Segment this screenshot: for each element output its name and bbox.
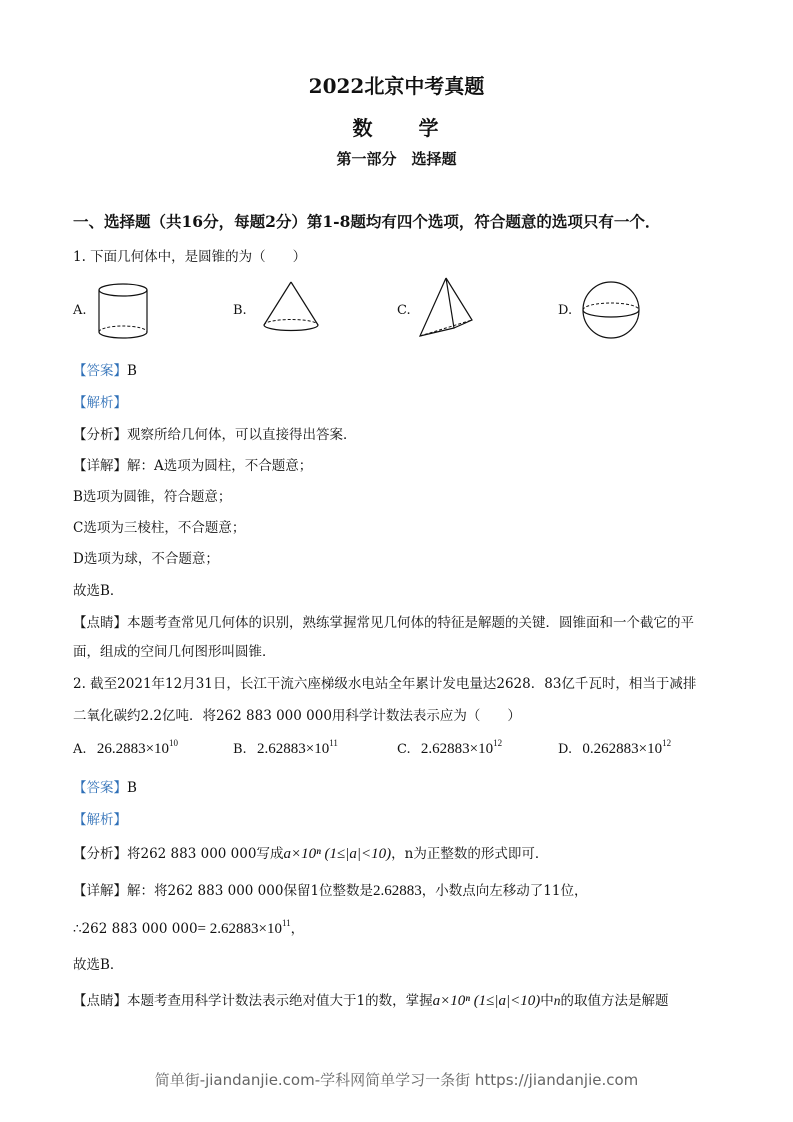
- q2-fenxi: [73, 842, 548, 863]
- xiangjie-text-b: ，小数点向左移动了11位，: [421, 883, 588, 899]
- q1-xiangjie: [73, 454, 312, 474]
- q1-answer: [73, 359, 137, 379]
- q2-xiangjie: [73, 879, 587, 900]
- q1-dianjing-1: [73, 611, 694, 631]
- fenxi-text-a: 将262 883 000 000写成: [127, 846, 284, 862]
- q1-line-d: D选项为球，不合题意；: [73, 551, 219, 567]
- q2-option-a: [73, 738, 178, 758]
- fenxi-text-b: ，n为正整数的形式即可．: [391, 846, 549, 862]
- answer-tag: 【答案】: [73, 780, 127, 796]
- therefore-end: ，: [290, 921, 305, 937]
- page-title: 2022北京中考真题: [308, 74, 485, 98]
- cylinder-figure: [92, 280, 154, 344]
- therefore-rhs: = $2.62883\times 10^{11}$: [197, 918, 291, 937]
- dianjing-text-c: 的取值方法是解题: [560, 993, 669, 1009]
- q2-analysis-tag: 【解析】: [73, 812, 127, 828]
- q1-option-b-label: B.: [233, 303, 247, 318]
- q2-dianjing: [73, 989, 669, 1010]
- q1-dianjing-2: 面，组成的空间几何图形叫圆锥．: [73, 644, 276, 660]
- q2-stem-2: 二氧化碳约2.2亿吨．将262 883 000 000用科学计数法表示应为（ ）: [73, 708, 521, 724]
- part-title: 第一部分 选择题: [336, 150, 457, 168]
- option-label: C.: [397, 742, 411, 757]
- therefore-lhs: ∴262 883 000 000: [73, 921, 198, 937]
- xiangjie-text-a: 解：将262 883 000 000保留1位整数是: [127, 883, 374, 899]
- option-value: $2.62883\times 10^{11}$: [256, 738, 338, 757]
- pyramid-figure: [418, 274, 478, 342]
- q2-option-b: [233, 738, 338, 758]
- q1-option-a-label: A.: [73, 303, 87, 318]
- sphere-figure: [580, 280, 646, 344]
- fenxi-formula: a×10ⁿ (1≤|a|<10): [283, 846, 392, 862]
- q1-choose: 故选B．: [73, 583, 124, 599]
- option-value: $26.2883\times 10^{10}$: [96, 738, 179, 757]
- xiangjie-tag: 【详解】: [73, 458, 127, 474]
- answer-value: B: [127, 363, 137, 379]
- option-label: B.: [233, 742, 247, 757]
- footer-watermark: 简单街-jiandanjie.com-学科网简单学习一条街 https://jiandanjie.com: [154, 1071, 639, 1089]
- fenxi-text: 观察所给几何体，可以直接得出答案．: [127, 427, 357, 443]
- q2-stem-1: 2. 截至2021年12月31日，长江干流六座梯级水电站全年累计发电量达2628．83亿千瓦时，相当于减排: [73, 676, 697, 692]
- dianjing-text-a: 本题考查用科学计数法表示绝对值大于1的数，掌握: [127, 993, 433, 1009]
- dianjing-tag: 【点睛】: [73, 993, 127, 1009]
- q1-option-d-label: D.: [558, 303, 573, 318]
- fenxi-tag: 【分析】: [73, 427, 127, 443]
- xiangjie-text: 解：A选项为圆柱，不合题意；: [127, 458, 313, 474]
- q1-fenxi: [73, 423, 357, 443]
- dianjing-text-b: 中: [540, 993, 554, 1009]
- subject-title: 数 学: [352, 116, 441, 140]
- fenxi-tag: 【分析】: [73, 846, 127, 862]
- cone-figure: [258, 278, 324, 336]
- q2-choose: 故选B．: [73, 957, 124, 973]
- dianjing-formula: a×10ⁿ (1≤|a|<10): [432, 993, 541, 1009]
- answer-tag: 【答案】: [73, 363, 127, 379]
- q1-line-b: B选项为圆锥，符合题意；: [73, 489, 232, 505]
- q2-option-c: [397, 738, 502, 758]
- dianjing-tag: 【点睛】: [73, 615, 127, 631]
- q2-option-d: [558, 738, 671, 758]
- q1-analysis-tag: 【解析】: [73, 395, 127, 411]
- section-heading: 一、选择题（共16分，每题2分）第1-8题均有四个选项，符合题意的选项只有一个．: [73, 212, 661, 231]
- xiangjie-tag: 【详解】: [73, 883, 127, 899]
- option-label: A.: [73, 742, 87, 757]
- q1-option-c-label: C.: [397, 303, 411, 318]
- option-value: $2.62883\times 10^{12}$: [420, 738, 503, 757]
- answer-value: B: [127, 780, 137, 796]
- q1-line-c: C选项为三棱柱，不合题意；: [73, 520, 246, 536]
- q2-answer: [73, 776, 137, 796]
- dianjing-text: 本题考查常见几何体的识别，熟练掌握常见几何体的特征是解题的关键．圆锥面和一个截它的平: [127, 615, 694, 631]
- dianjing-n: n: [553, 993, 561, 1008]
- xiangjie-number: 2.62883: [373, 883, 422, 899]
- option-value: $0.262883\times 10^{12}$: [582, 738, 672, 757]
- option-label: D.: [558, 742, 573, 757]
- q2-therefore: [73, 917, 304, 938]
- q1-stem: 1. 下面几何体中，是圆锥的为（ ）: [73, 249, 307, 265]
